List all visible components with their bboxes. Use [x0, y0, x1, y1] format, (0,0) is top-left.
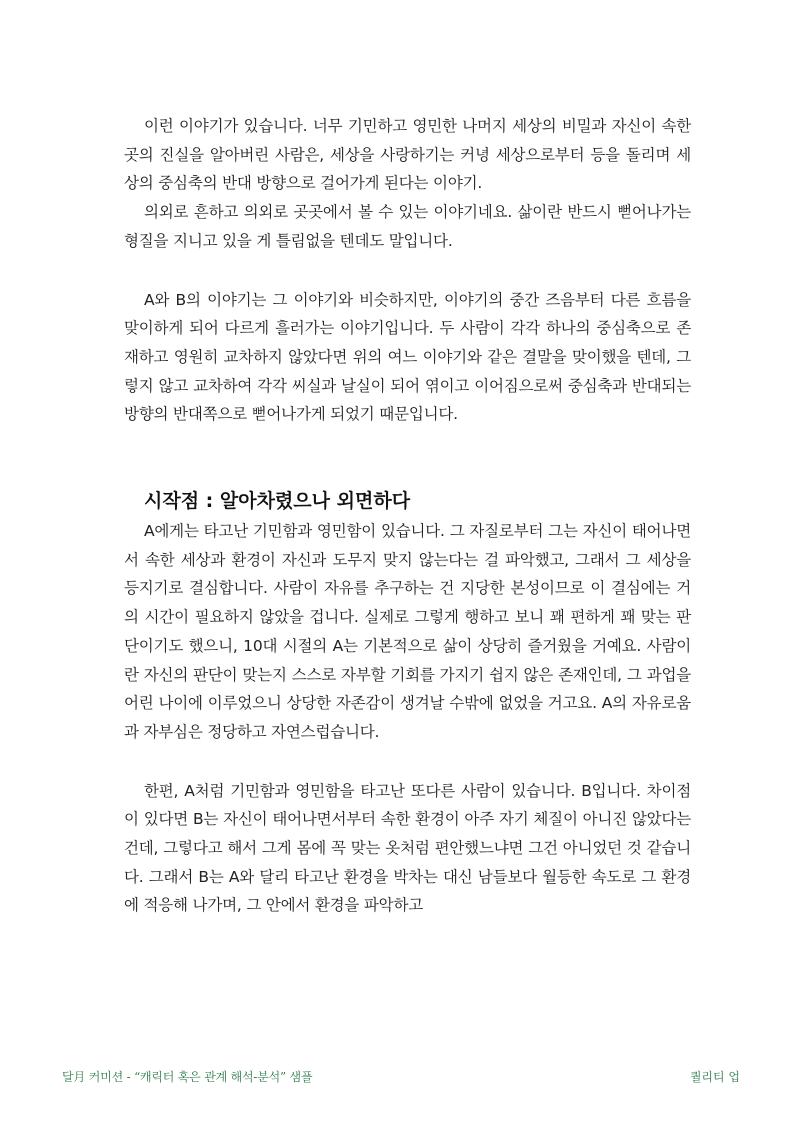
body-paragraph: 한편, A처럼 기민함과 영민함을 타고난 또다른 사람이 있습니다. B입니다. 차이점이 있다면 B는 자신이 태어나면서부터 속한 환경이 아주 자기 체질이 아니진 않았다는 건데, 그렇다고 해서 그게 몸에 꼭 맞는 옷처럼 편안했느냐면 그건 아니었던 것 같습니다. 그래서 B는 A와 달리 타고난 환경을 박차는 대신 남들보다 월등한 속도로 그 환경에 적응해 나가며, 그 안에서 환경을 파악하고 — [124, 781, 691, 915]
footer-label: 퀄리티 업 — [689, 1070, 740, 1084]
document-body — [124, 112, 691, 920]
body-paragraph: 이런 이야기가 있습니다. 너무 기민하고 영민한 나머지 세상의 비밀과 자신이 속한 곳의 진실을 알아버린 사람은, 세상을 사랑하기는 커녕 세상으로부터 등을 돌리며 세상의 중심축의 반대 방향으로 걸어가게 된다는 이야기. — [124, 117, 691, 193]
body-paragraph: 의외로 흔하고 의외로 곳곳에서 볼 수 있는 이야기네요. 삶이란 반드시 뻗어나가는 형질을 지니고 있을 게 틀림없을 텐데도 말입니다. — [124, 203, 691, 250]
footer-title: 달月 커미션 - “캐릭터 혹은 관계 해석-분석” 샘플 — [62, 1070, 313, 1084]
section-heading: 시작점 : 알아차렸으나 외면하다 — [144, 490, 411, 513]
paragraph-spacer — [124, 747, 691, 777]
body-paragraph: A와 B의 이야기는 그 이야기와 비슷하지만, 이야기의 중간 즈음부터 다른 흐름을 맞이하게 되어 다르게 흘러가는 이야기입니다. 두 사람이 각각 하나의 중심축으로 존재하고 영원히 교차하지 않았다면 위의 여느 이야기와 같은 결말을 맞이했을 텐데, 그렇지 않고 교차하여 각각 씨실과 날실이 되어 엮이고 이어짐으로써 중심축과 반대되는 방향의 반대쪽으로 뻗어나가게 되었기 때문입니다. — [124, 290, 691, 424]
body-paragraph: A에게는 타고난 기민함과 영민함이 있습니다. 그 자질로부터 그는 자신이 태어나면서 속한 세상과 환경이 자신과 도무지 맞지 않는다는 걸 파악했고, 그래서 그 세상을 등지기로 결심합니다. 사람이 자유를 추구하는 건 지당한 본성이므로 이 결심에는 거의 시간이 필요하지 않았을 겁니다. 실제로 그렇게 행하고 보니 꽤 편하게 꽤 맞는 판단이기도 했으니, 10대 시절의 A는 기본적으로 삶이 상당히 즐거웠을 거예요. 사람이란 자신의 판단이 맞는지 스스로 자부할 기회를 가지기 쉽지 않은 존재인데, 그 과업을 어린 나이에 이루었으니 상당한 자존감이 생겨날 수밖에 없었을 거고요. A의 자유로움과 자부심은 정당하고 자연스럽습니다. — [124, 522, 691, 741]
section-spacer — [124, 429, 691, 485]
paragraph-spacer — [124, 256, 691, 286]
